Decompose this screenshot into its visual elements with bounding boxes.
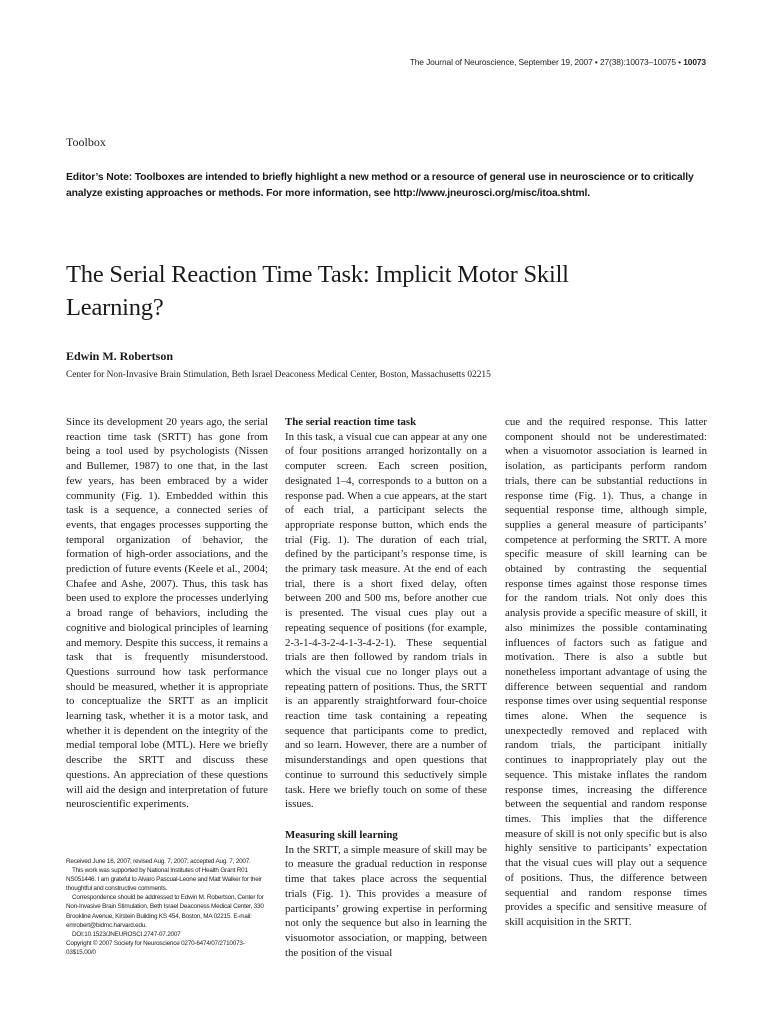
author-name: Edwin M. Robertson [66,349,174,363]
body-column-3 [505,415,707,930]
correspondence-note: Correspondence should be addressed to Edwin M. Robertson, Center for Non-Invasive Brain Stimulation, Beth Israel Deaconess Medical Center, 330 Brookline Avenue, Kirstein Building KS 454, Boston, MA 02215. E-mail: emrobert@bidmc.harvard.edu. [66,894,264,929]
running-head [410,57,706,67]
section-heading-srtt: The serial reaction time task [285,416,417,428]
received-dates: Received June 16, 2007; revised Aug. 7, 2007; accepted Aug. 7, 2007. [66,858,251,865]
intro-paragraph: Since its development 20 years ago, the serial reaction time task (SRTT) has gone from being a tool used by psychologists (Nissen and Bullemer, 1987) to one that, in the last few years, has been embraced by a wider community (Fig. 1). Embedded within this task is a sequence, a connected series of events, that engages processes supporting the temporal organization of behavior, the formation of high-order associations, and the prediction of future events (Keele et al., 2004; Chafee and Ashe, 2007). Thus, this task has been used to explore the processes underlying a broad range of behaviors, including the cognitive and biological principles of learning and memory. Despite this success, it remains a task that is frequently misunderstood. Questions surround how task performance should be measured, whether it is appropriate to conceptualize the SRTT as an implicit learning task, whether it is a motor task, and whether it is dependent on the integrity of the medial temporal lobe (MTL). Here we briefly describe the SRTT and discuss these questions. An appreciation of these questions will aid the design and interpretation of future neuroscientific experiments. [66,416,268,811]
section-tag: Toolbox [66,135,106,149]
measuring-continued-paragraph: cue and the required response. This latter component should not be underestimated: when a visuomotor association is learned in isolation, as participants perform random trials, there can be substantial reductions in response time (Fig. 1). Thus, a change in sequential response time, although simple, supplies a general measure of participants’ competence at performing the SRTT. A more specific measure of skill learning can be obtained by contrasting the sequential response times against those response times for the random trials. Not only does this analysis provide a specific measure of skill, it also minimizes the possible contaminating influences of factors such as fatigue and motivation. There is also a subtle but nonetheless important advantage of using the difference between sequential and random response times over using sequential response times alone. When the sequence is unexpectedly removed and replaced with random trials, the participant initially continues to inappropriately play out the sequence. This mistake inflates the random response times, increasing the difference between the sequential and random response times. This implies that the difference measure of skill is not only specific but is also highly sensitive to participants’ expectation that the visual cues will play out a sequence of positions. Thus, the difference between sequential and random response times provides a specific and sensitive measure of skill acquisition in the SRTT. [505,416,707,928]
funding-note: This work was supported by National Institutes of Health Grant R01 NS051446. I am grateful to Alvaro Pascual-Leone and Matt Walker for their thoughtful and constructive comments. [66,867,262,893]
srtt-paragraph: In this task, a visual cue can appear at any one of four positions arranged horizontally on a computer screen. Each screen position, designated 1–4, corresponds to a button on a response pad. When a cue appears, at the start of each trial, a participant selects the appropriate response button, which ends the trial (Fig. 1). The duration of each trial, defined by the participant’s response time, is the primary task measure. At the end of each trial, there is a short fixed delay, often between 200 and 500 ms, before another cue is presented. The visual cues play out a repeating sequence of positions (for example, 2-3-1-4-3-2-4-1-3-4-2-1). These sequential trials are then followed by random trials in which the visual cue no longer plays out a repeating pattern of positions. Thus, the SRTT is an apparently straightforward four-choice reaction time task containing a repeating sequence that participants come to predict, and so learn. However, there are a number of misunderstandings and open questions that continue to surround this seductively simple task. Here we briefly touch on some of these issues. [285,430,487,811]
page-number: 10073 [683,57,706,67]
author-affiliation: Center for Non-Invasive Brain Stimulation, Beth Israel Deaconess Medical Center, Boston, Massachusetts 02215 [66,370,491,380]
measuring-paragraph: In the SRTT, a simple measure of skill may be to measure the gradual reduction in response time that takes place across the sequential trials (Fig. 1). This provides a measure of participants’ growing expertise in performing not only the sequence but also in learning the visuomotor association, or mapping, between the position of the visual [285,843,487,959]
footnotes [66,857,271,957]
body-column-1 [66,415,268,812]
body-column-2 [285,415,487,960]
copyright: Copyright © 2007 Society for Neuroscience 0270-6474/07/2710073-03$15.00/0 [66,939,245,956]
running-head-text: The Journal of Neuroscience, September 19, 2007 • 27(38):10073–10075 • [409,57,684,67]
section-heading-measuring: Measuring skill learning [285,828,398,841]
doi: DOI:10.1523/JNEUROSCI.2747-07.2007 [72,930,181,938]
article-title: The Serial Reaction Time Task: Implicit Motor Skill Learning? [66,261,569,321]
editors-note: Editor’s Note: Toolboxes are intended to briefly highlight a new method or a resource of general use in neuroscience or to critically analyze existing approaches or methods. For more information, see http://www.jneurosci.org/misc/itoa.shtml. [66,172,694,199]
